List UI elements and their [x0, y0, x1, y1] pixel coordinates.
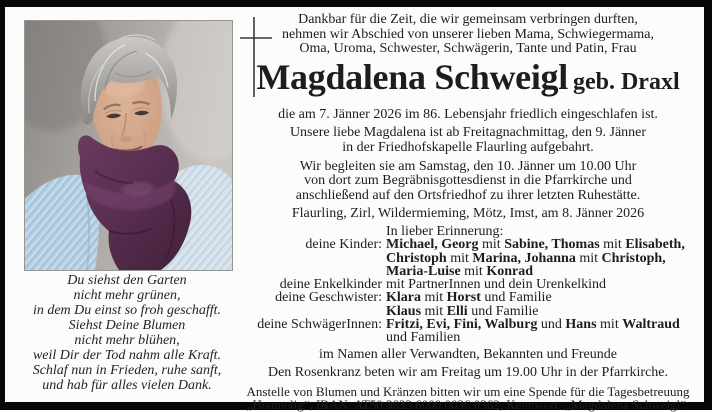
- poem-line: und hab für alles vielen Dank.: [42, 378, 212, 393]
- family-row-label: deine SchwägerInnen:: [257, 317, 382, 333]
- family-row-label: deine Kinder:: [305, 237, 382, 253]
- family-row: [234, 252, 702, 265]
- family-row-label: [234, 305, 386, 318]
- places-date-line: Flaurling, Zirl, Wildermieming, Mötz, Imst, am 8. Jänner 2026: [291, 206, 645, 222]
- funeral-paragraph: [234, 160, 702, 204]
- funeral-line: Wir begleiten sie am Samstag, den 10. Jänner um 10.00 Uhr: [299, 158, 637, 174]
- laying-out-paragraph: [234, 126, 702, 155]
- poem-line: weil Dir der Tod nahm alle Kraft.: [32, 348, 222, 363]
- family-row: [234, 278, 702, 291]
- memorial-poem: [6, 273, 248, 393]
- poem-line: Du siehst den Garten: [67, 273, 187, 288]
- family-row-label: deine Geschwister:: [275, 290, 382, 306]
- intro-line: nehmen wir Abschied von unserer lieben Mama, Schwiegermama,: [281, 26, 655, 42]
- poem-line: Siehst Deine Blumen: [68, 318, 186, 333]
- donation-paragraph: [234, 385, 702, 412]
- notice-text-column: [234, 13, 702, 412]
- donation-line: „Hoamelig“, IBAN: AT50 3633 6000 0036 0362, Kennwort: „Magdalena Schweigl“.: [246, 397, 690, 412]
- laying-out-line: in der Friedhofskapelle Flaurling aufgebahrt.: [342, 139, 594, 155]
- poem-line: Schlaf nun in Frieden, ruhe sanft,: [32, 363, 222, 378]
- family-row: [234, 265, 702, 278]
- family-row-names: und Familien: [386, 330, 461, 346]
- family-row: [234, 318, 702, 331]
- intro-line: Oma, Uroma, Schwester, Schwägerin, Tante und Patin, Frau: [299, 41, 637, 57]
- donation-line: Anstelle von Blumen und Kränzen bitten wir um eine Spende für die Tagesbetreuung: [246, 383, 690, 399]
- portrait-photo-image: [25, 21, 232, 270]
- family-row-label: [234, 331, 386, 344]
- maiden-name: geb. Draxl: [572, 68, 680, 95]
- family-row-label: [234, 265, 386, 278]
- family-row: [234, 331, 702, 344]
- laying-out-line: Unsere liebe Magdalena ist ab Freitagnachmittag, den 9. Jänner: [289, 125, 647, 141]
- family-row-names: Klaus mit Elli und Familie: [386, 303, 539, 319]
- poem-line: nicht mehr blühen,: [74, 333, 180, 348]
- family-row-names: Klara mit Horst und Familie: [386, 290, 552, 306]
- family-row-names: mit PartnerInnen und dein Urenkelkind: [386, 277, 607, 293]
- family-row: [234, 291, 702, 304]
- family-row-names: Michael, Georg mit Sabine, Thomas mit Elisabeth,: [386, 237, 685, 253]
- family-row: [234, 305, 702, 318]
- poem-line: nicht mehr grünen,: [73, 288, 181, 303]
- family-row-names: Christoph mit Marina, Johanna mit Christoph,: [386, 250, 666, 266]
- family-row-names: Maria-Luise mit Konrad: [386, 263, 534, 279]
- family-list: [234, 225, 702, 345]
- funeral-line: anschließend auf den Ortsfriedhof zu ihrer letzten Ruhestätte.: [295, 187, 641, 203]
- family-row: [234, 238, 702, 251]
- rosary-line: Den Rosenkranz beten wir am Freitag um 19.00 Uhr in der Pfarrkirche.: [267, 365, 669, 381]
- funeral-line: von dort zum Begräbnisgottesdienst in die Pfarrkirche und: [304, 173, 632, 189]
- death-date-line: die am 7. Jänner 2026 im 86. Lebensjahr friedlich eingeschlafen ist.: [278, 106, 658, 122]
- intro-paragraph: [234, 13, 702, 57]
- family-row-label: [234, 252, 386, 265]
- family-row-names: Fritzi, Evi, Fini, Walburg und Hans mit Waltraud: [386, 317, 680, 333]
- deceased-name: Magdalena Schweigl: [256, 56, 568, 97]
- deceased-name-title: [234, 56, 702, 103]
- portrait-photo: [24, 20, 233, 271]
- intro-line: Dankbar für die Zeit, die wir gemeinsam verbringen durften,: [298, 12, 638, 27]
- poem-line: in dem Du einst so froh geschafft.: [32, 303, 222, 318]
- family-row-label: deine Enkelkinder: [279, 277, 382, 293]
- memory-heading: In lieber Erinnerung:: [386, 223, 504, 239]
- memory-heading-row: [234, 225, 702, 238]
- closing-line: im Namen aller Verwandten, Bekannten und Freunde: [319, 346, 617, 362]
